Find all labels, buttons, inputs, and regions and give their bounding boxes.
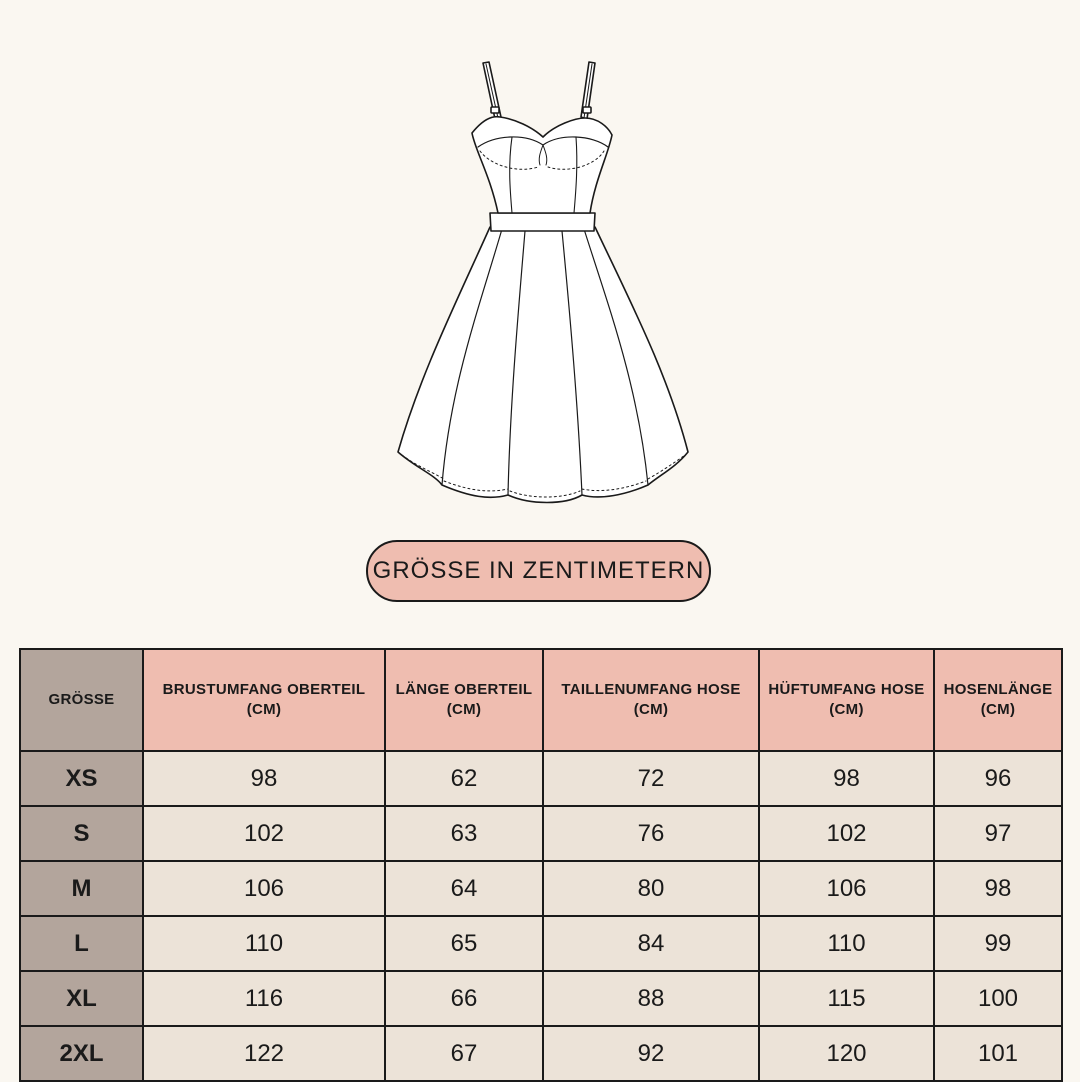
table-row <box>20 751 1062 806</box>
table-row <box>20 971 1062 1026</box>
header-label: HÜFTUMFANG HOSE <box>768 681 925 698</box>
size-label: XS <box>20 751 143 806</box>
table-cell: 110 <box>143 916 385 971</box>
header-label: LÄNGE OBERTEIL <box>395 681 533 698</box>
size-chart-table <box>19 648 1063 1082</box>
table-cell: 98 <box>759 751 934 806</box>
table-cell: 92 <box>543 1026 759 1081</box>
size-unit-badge: GRÖSSE IN ZENTIMETERN <box>366 540 711 602</box>
header-unit: (CM) <box>980 701 1016 718</box>
table-cell: 122 <box>143 1026 385 1081</box>
header-unit: (CM) <box>633 701 669 718</box>
size-label: S <box>20 806 143 861</box>
table-cell: 96 <box>934 751 1062 806</box>
table-row <box>20 916 1062 971</box>
table-header-row <box>20 649 1062 751</box>
table-cell: 102 <box>143 806 385 861</box>
header-size: GRÖSSE <box>20 649 143 751</box>
table-cell: 99 <box>934 916 1062 971</box>
size-label: L <box>20 916 143 971</box>
table-cell: 72 <box>543 751 759 806</box>
header-brustumfang <box>143 649 385 751</box>
header-unit: (CM) <box>829 701 864 718</box>
size-label: M <box>20 861 143 916</box>
size-label: 2XL <box>20 1026 143 1081</box>
table-cell: 88 <box>543 971 759 1026</box>
table-cell: 100 <box>934 971 1062 1026</box>
dress-icon <box>380 55 710 510</box>
table-cell: 102 <box>759 806 934 861</box>
table-cell: 101 <box>934 1026 1062 1081</box>
table-cell: 76 <box>543 806 759 861</box>
size-label: XL <box>20 971 143 1026</box>
table-cell: 80 <box>543 861 759 916</box>
table-cell: 98 <box>934 861 1062 916</box>
header-unit: (CM) <box>246 701 282 718</box>
table-cell: 63 <box>385 806 543 861</box>
table-cell: 64 <box>385 861 543 916</box>
table-cell: 65 <box>385 916 543 971</box>
table-cell: 97 <box>934 806 1062 861</box>
table-cell: 116 <box>143 971 385 1026</box>
header-hosenlaenge <box>934 649 1062 751</box>
table-cell: 120 <box>759 1026 934 1081</box>
header-label: BRUSTUMFANG OBERTEIL <box>162 681 366 698</box>
table-cell: 115 <box>759 971 934 1026</box>
table-cell: 67 <box>385 1026 543 1081</box>
header-hueftumfang <box>759 649 934 751</box>
table-row <box>20 1026 1062 1081</box>
table-cell: 106 <box>759 861 934 916</box>
header-unit: (CM) <box>446 701 482 718</box>
table-cell: 84 <box>543 916 759 971</box>
header-label: HOSENLÄNGE <box>943 681 1053 698</box>
table-row <box>20 861 1062 916</box>
table-cell: 110 <box>759 916 934 971</box>
table-cell: 62 <box>385 751 543 806</box>
header-taillenumfang <box>543 649 759 751</box>
table-cell: 98 <box>143 751 385 806</box>
table-row <box>20 806 1062 861</box>
header-laenge-oberteil <box>385 649 543 751</box>
header-label: TAILLENUMFANG HOSE <box>561 681 741 698</box>
table-cell: 106 <box>143 861 385 916</box>
table-cell: 66 <box>385 971 543 1026</box>
dress-illustration <box>380 55 710 510</box>
